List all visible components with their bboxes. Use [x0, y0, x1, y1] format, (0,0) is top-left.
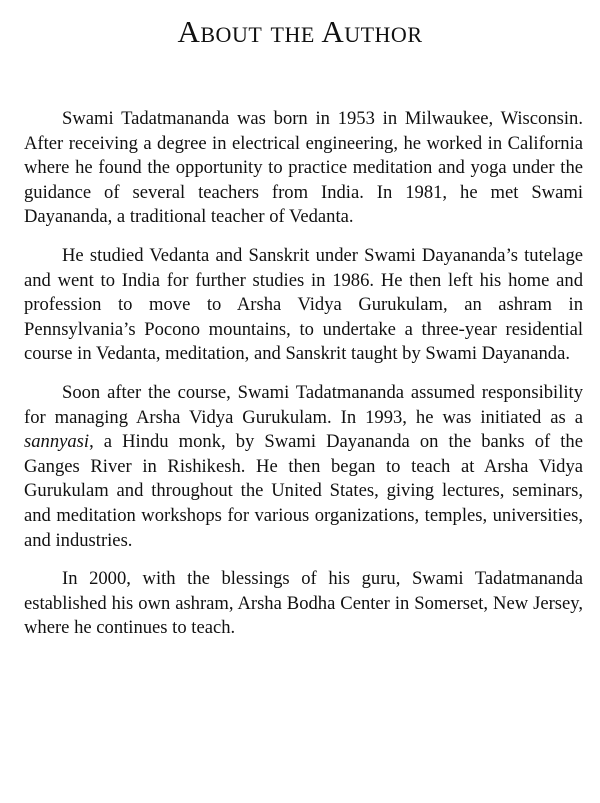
paragraph-1 [24, 107, 583, 230]
paragraph-3 [24, 381, 583, 553]
paragraph-2 [24, 244, 583, 367]
paragraph-3-italic-term: sannyasi [24, 431, 90, 453]
page-title: About the Author [177, 14, 423, 49]
paragraph-1-text: Swami Tadatmananda was born in 1953 in Milwaukee, Wisconsin. After receiving a degree in electrical engineering, he worked in California where he found the opportunity to practice meditation and yoga under the guidance of several teachers from India. In 1981, he met Swami Dayananda, a traditional teacher of Vedanta. [24, 108, 583, 228]
paragraph-3-text-start: Soon after the course, Swami Tadatmananda assumed responsibility for managing Arsha Vidya Gurukulam. In 1993, he was initiated as a [24, 381, 583, 428]
paragraph-4-text: In 2000, with the blessings of his guru, Swami Tadatmananda established his own ashram, Arsha Bodha Center in Somerset, New Jersey, where he continues to teach. [24, 568, 583, 639]
paragraph-3-text-end: , a Hindu monk, by Swami Dayananda on the banks of the Ganges River in Rishikesh. He then began to teach at Arsha Vidya Gurukulam and throughout the United States, giving lectures, seminars, and meditation workshops for various organizations, temples, universities, and industries. [24, 431, 583, 551]
author-biography [24, 107, 583, 655]
paragraph-4 [24, 567, 583, 641]
paragraph-2-text: He studied Vedanta and Sanskrit under Swami Dayananda’s tutelage and went to India for further studies in 1986. He then left his home and profession to move to Arsha Vidya Gurukulam, an ashram in Pennsylvania’s Pocono mountains, to undertake a three-year residential course in Vedanta, meditation, and Sanskrit taught by Swami Dayananda. [24, 244, 583, 365]
